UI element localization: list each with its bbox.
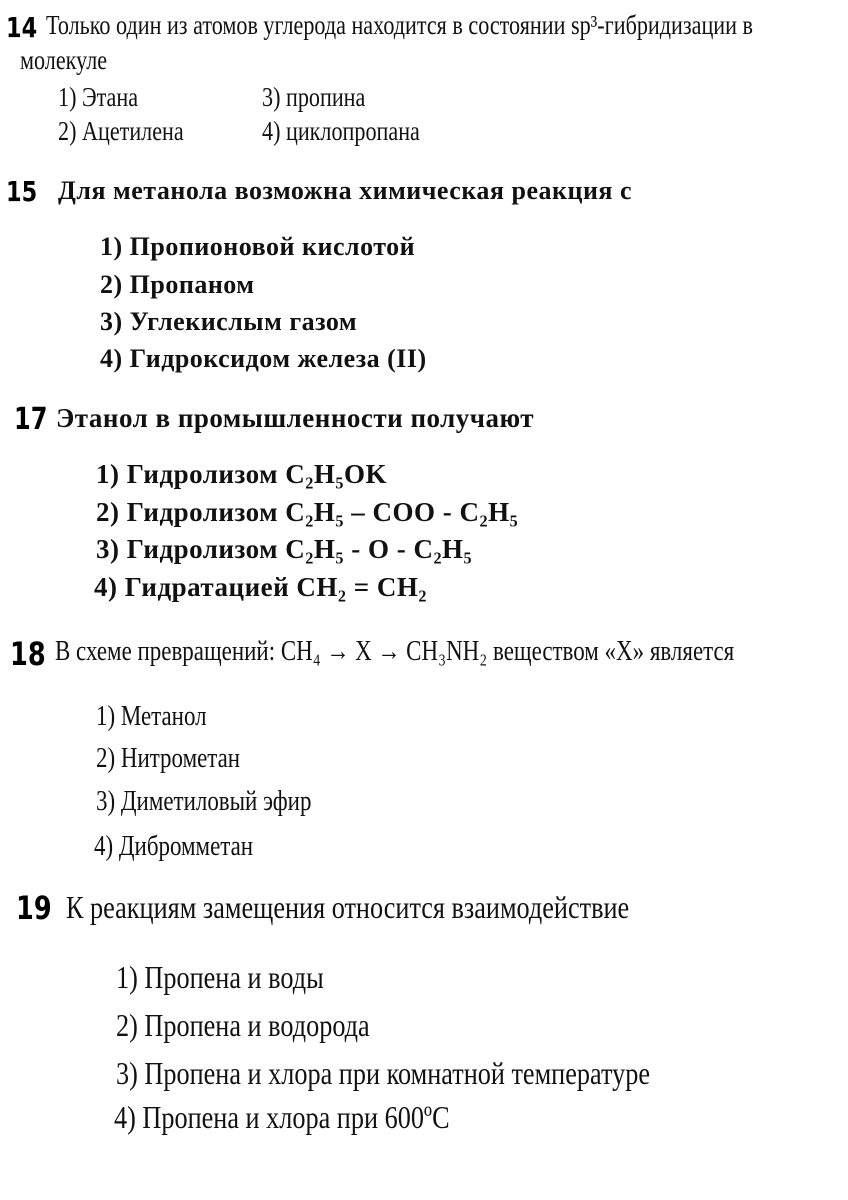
question-17-text: Этанол в промышленности получают bbox=[56, 403, 535, 433]
question-14-option-2: 2) Ацетилена bbox=[58, 116, 184, 146]
question-18-text: В схеме превращений: CH₄ → X → CH₃NH₂ веществом «X» является bbox=[55, 636, 735, 667]
question-14-option-3: 3) пропина bbox=[262, 82, 366, 112]
question-14-option-1: 1) Этана bbox=[58, 82, 139, 112]
question-19-text: К реакциям замещения относится взаимодействие bbox=[66, 889, 630, 925]
question-number-19: 19 bbox=[16, 889, 52, 927]
question-17-option-4: 4) Гидратацией CH₂ = CH₂ bbox=[94, 572, 427, 602]
question-17-option-2: 2) Гидролизом C₂H₅ – COO - C₂H₅ bbox=[96, 497, 519, 527]
question-18-option-3: 3) Диметиловый эфир bbox=[96, 786, 312, 817]
question-17-option-3: 3) Гидролизом C₂H₅ - O - C₂H₅ bbox=[96, 534, 473, 564]
question-15-text: Для метанола возможна химическая реакция с bbox=[58, 176, 633, 205]
question-19-option-3: 3) Пропена и хлора при комнатной температуре bbox=[116, 1055, 650, 1091]
question-19-option-4: 4) Пропена и хлора при 600ºС bbox=[114, 1099, 450, 1135]
question-15-option-2: 2) Пропаном bbox=[100, 270, 255, 299]
question-14-option-4: 4) циклопропана bbox=[262, 116, 420, 146]
question-14-text: Только один из атомов углерода находится в состоянии sp³-гибридизации в bbox=[46, 10, 753, 40]
question-14-text-cont: молекуле bbox=[20, 45, 108, 75]
question-number-14: 14 bbox=[6, 11, 38, 44]
question-15-option-3: 3) Углекислым газом bbox=[100, 307, 358, 336]
question-19-option-2: 2) Пропена и водорода bbox=[116, 1007, 370, 1043]
question-18-option-2: 2) Нитрометан bbox=[96, 743, 241, 774]
question-19-option-1: 1) Пропена и воды bbox=[116, 959, 324, 995]
question-number-17: 17 bbox=[14, 402, 48, 437]
question-18-option-4: 4) Дибромметан bbox=[94, 831, 254, 862]
question-15-option-1: 1) Пропионовой кислотой bbox=[100, 232, 416, 261]
question-17-option-1: 1) Гидролизом C₂H₅OK bbox=[96, 459, 387, 489]
question-15-option-4: 4) Гидроксидом железа (II) bbox=[100, 344, 427, 373]
question-number-15: 15 bbox=[6, 175, 38, 208]
question-18-option-1: 1) Метанол bbox=[96, 701, 207, 732]
question-number-18: 18 bbox=[10, 635, 46, 673]
